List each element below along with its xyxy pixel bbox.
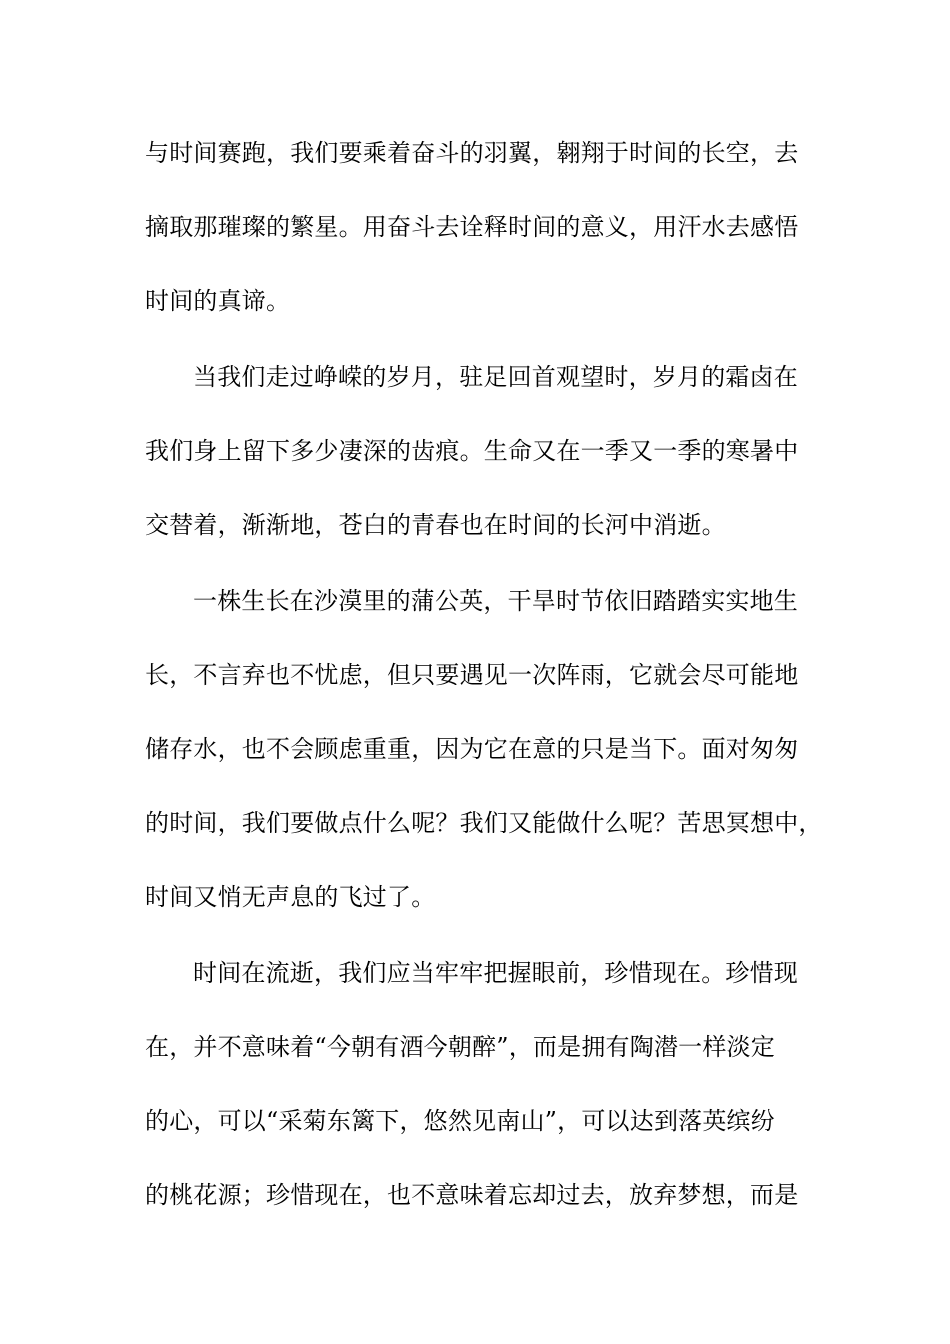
paragraph-start-line: 一株生长在沙漠里的蒲公英，干旱时节依旧踏踏实实地生 [193,587,798,615]
text-line: 长，不言弃也不忧虑，但只要遇见一次阵雨，它就会尽可能地 [145,661,799,689]
text-line: 储存水，也不会顾虑重重，因为它在意的只是当下。面对匆匆 [145,735,799,763]
text-line: 的桃花源；珍惜现在，也不意味着忘却过去，放弃梦想，而是 [145,1181,799,1209]
text-line: 的时间，我们要做点什么呢？我们又能做什么呢？苦思冥想中， [145,809,823,837]
text-line: 交替着，渐渐地，苍白的青春也在时间的长河中消逝。 [145,511,726,539]
text-line: 我们身上留下多少凄深的齿痕。生命又在一季又一季的寒暑中 [145,437,799,465]
text-line: 时间又悄无声息的飞过了。 [145,883,436,911]
text-line: 在，并不意味着“今朝有酒今朝醉”，而是拥有陶潜一样淡定 [145,1033,775,1061]
text-line: 摘取那璀璨的繁星。用奋斗去诠释时间的意义，用汗水去感悟 [145,213,799,241]
text-line: 时间的真谛。 [145,287,291,315]
text-line: 与时间赛跑，我们要乘着奋斗的羽翼，翱翔于时间的长空，去 [145,139,799,167]
text-line: 的心，可以“采菊东篱下，悠然见南山”，可以达到落英缤纷 [145,1107,775,1135]
paragraph-start-line: 时间在流逝，我们应当牢牢把握眼前，珍惜现在。珍惜现 [193,959,798,987]
paragraph-start-line: 当我们走过峥嵘的岁月，驻足回首观望时，岁月的霜卤在 [193,363,798,391]
